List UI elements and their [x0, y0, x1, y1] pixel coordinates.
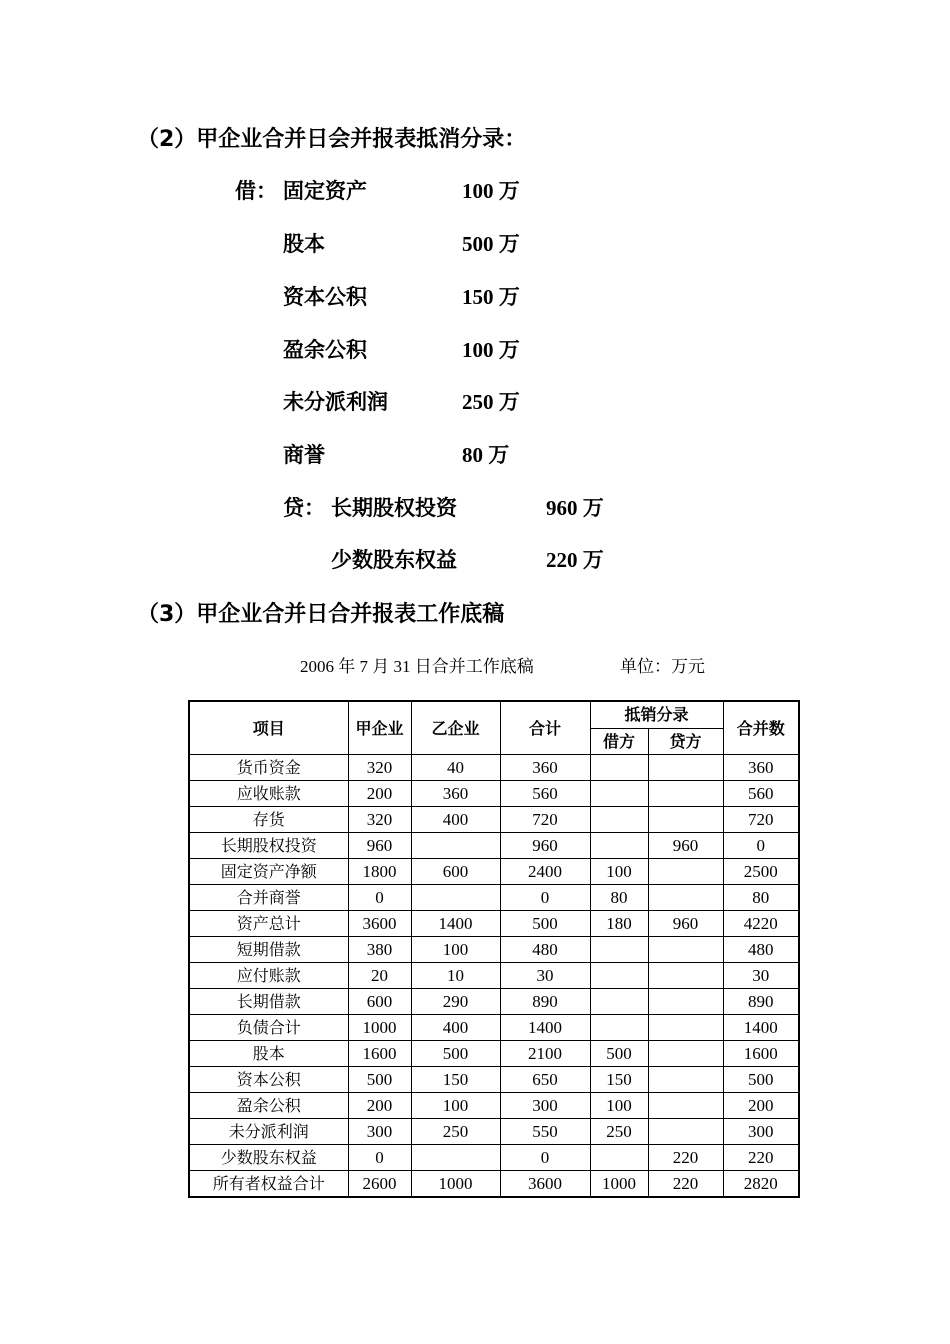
cell-debit	[590, 781, 648, 807]
cell-debit	[590, 963, 648, 989]
cell-company-a: 0	[348, 885, 411, 911]
debit-prefix: 借：	[235, 179, 277, 203]
cell-company-b: 400	[411, 807, 500, 833]
header-debit: 借方	[590, 728, 648, 755]
cell-consolidated: 500	[723, 1067, 799, 1093]
table-row	[189, 1093, 799, 1119]
debit-item: 固定资产	[283, 179, 367, 203]
header-consolidated: 合并数	[723, 701, 799, 755]
cell-total: 720	[500, 807, 590, 833]
cell-company-a: 380	[348, 937, 411, 963]
cell-debit	[590, 1145, 648, 1171]
debit-amount: 100 万	[462, 338, 520, 362]
cell-company-a: 1800	[348, 859, 411, 885]
header-company-a: 甲企业	[348, 701, 411, 755]
cell-credit	[648, 937, 723, 963]
row-item-name: 少数股东权益	[189, 1145, 348, 1171]
table-row	[189, 807, 799, 833]
cell-company-b: 1400	[411, 911, 500, 937]
cell-total: 0	[500, 1145, 590, 1171]
row-item-name: 盈余公积	[189, 1093, 348, 1119]
cell-company-a: 500	[348, 1067, 411, 1093]
cell-consolidated: 4220	[723, 911, 799, 937]
row-item-name: 未分派利润	[189, 1119, 348, 1145]
cell-credit	[648, 755, 723, 781]
cell-credit	[648, 1041, 723, 1067]
cell-credit: 960	[648, 833, 723, 859]
cell-debit: 1000	[590, 1171, 648, 1198]
cell-company-b: 500	[411, 1041, 500, 1067]
cell-company-b: 600	[411, 859, 500, 885]
header-elimination: 抵销分录	[590, 701, 723, 728]
cell-total: 960	[500, 833, 590, 859]
header-credit: 贷方	[648, 728, 723, 755]
debit-amount: 150 万	[462, 285, 520, 309]
cell-company-b: 10	[411, 963, 500, 989]
cell-company-b	[411, 885, 500, 911]
cell-debit: 80	[590, 885, 648, 911]
debit-item: 资本公积	[283, 285, 367, 309]
cell-consolidated: 480	[723, 937, 799, 963]
row-item-name: 短期借款	[189, 937, 348, 963]
table-row	[189, 1145, 799, 1171]
cell-company-a: 320	[348, 807, 411, 833]
cell-company-b: 150	[411, 1067, 500, 1093]
credit-amount: 960 万	[546, 496, 604, 520]
cell-credit	[648, 1015, 723, 1041]
cell-company-b: 290	[411, 989, 500, 1015]
header-company-b: 乙企业	[411, 701, 500, 755]
table-row	[189, 885, 799, 911]
cell-total: 890	[500, 989, 590, 1015]
cell-consolidated: 200	[723, 1093, 799, 1119]
cell-debit	[590, 807, 648, 833]
credit-amount: 220 万	[546, 548, 604, 572]
cell-company-a: 20	[348, 963, 411, 989]
debit-amount: 500 万	[462, 232, 520, 256]
cell-total: 1400	[500, 1015, 590, 1041]
cell-debit: 250	[590, 1119, 648, 1145]
cell-company-a: 3600	[348, 911, 411, 937]
cell-credit	[648, 1119, 723, 1145]
row-item-name: 应收账款	[189, 781, 348, 807]
table-row	[189, 781, 799, 807]
row-item-name: 负债合计	[189, 1015, 348, 1041]
cell-company-a: 320	[348, 755, 411, 781]
table-row	[189, 1119, 799, 1145]
cell-debit	[590, 1015, 648, 1041]
cell-total: 2100	[500, 1041, 590, 1067]
row-item-name: 货币资金	[189, 755, 348, 781]
cell-company-a: 300	[348, 1119, 411, 1145]
row-item-name: 合并商誉	[189, 885, 348, 911]
cell-credit	[648, 781, 723, 807]
row-item-name: 存货	[189, 807, 348, 833]
cell-company-a: 0	[348, 1145, 411, 1171]
table-row	[189, 1067, 799, 1093]
cell-company-a: 600	[348, 989, 411, 1015]
debit-amount: 80 万	[462, 443, 510, 467]
row-item-name: 股本	[189, 1041, 348, 1067]
row-item-name: 所有者权益合计	[189, 1171, 348, 1198]
table-row	[189, 937, 799, 963]
cell-total: 480	[500, 937, 590, 963]
cell-credit: 960	[648, 911, 723, 937]
cell-credit: 220	[648, 1145, 723, 1171]
cell-debit: 100	[590, 859, 648, 885]
cell-total: 360	[500, 755, 590, 781]
table-row	[189, 1015, 799, 1041]
cell-consolidated: 560	[723, 781, 799, 807]
cell-company-a: 1600	[348, 1041, 411, 1067]
cell-company-b	[411, 833, 500, 859]
cell-debit	[590, 833, 648, 859]
cell-credit	[648, 1067, 723, 1093]
cell-company-b	[411, 1145, 500, 1171]
cell-total: 2400	[500, 859, 590, 885]
cell-consolidated: 2500	[723, 859, 799, 885]
row-item-name: 资本公积	[189, 1067, 348, 1093]
credit-item: 长期股权投资	[331, 496, 457, 520]
table-row	[189, 755, 799, 781]
cell-company-b: 100	[411, 1093, 500, 1119]
row-item-name: 固定资产净额	[189, 859, 348, 885]
cell-company-b: 400	[411, 1015, 500, 1041]
cell-company-b: 40	[411, 755, 500, 781]
cell-total: 0	[500, 885, 590, 911]
cell-consolidated: 220	[723, 1145, 799, 1171]
cell-credit	[648, 885, 723, 911]
table-row	[189, 1041, 799, 1067]
cell-company-b: 100	[411, 937, 500, 963]
debit-item: 盈余公积	[283, 338, 367, 362]
worksheet-caption: 2006 年 7 月 31 日合并工作底稿	[300, 657, 534, 676]
row-item-name: 应付账款	[189, 963, 348, 989]
debit-item: 股本	[283, 232, 325, 256]
row-item-name: 长期借款	[189, 989, 348, 1015]
table-row	[189, 963, 799, 989]
cell-consolidated: 0	[723, 833, 799, 859]
debit-amount: 100 万	[462, 179, 520, 203]
credit-item: 少数股东权益	[331, 548, 457, 572]
cell-company-a: 2600	[348, 1171, 411, 1198]
cell-debit	[590, 755, 648, 781]
cell-company-b: 360	[411, 781, 500, 807]
table-row	[189, 859, 799, 885]
section3-heading: （3）甲企业合并日合并报表工作底稿	[137, 602, 505, 627]
cell-company-a: 200	[348, 1093, 411, 1119]
cell-total: 30	[500, 963, 590, 989]
header-total: 合计	[500, 701, 590, 755]
cell-consolidated: 30	[723, 963, 799, 989]
cell-total: 650	[500, 1067, 590, 1093]
cell-credit	[648, 989, 723, 1015]
debit-amount: 250 万	[462, 390, 520, 414]
section2-heading: （2）甲企业合并日会并报表抵消分录：	[137, 127, 527, 152]
cell-debit	[590, 989, 648, 1015]
cell-consolidated: 720	[723, 807, 799, 833]
cell-total: 550	[500, 1119, 590, 1145]
cell-consolidated: 300	[723, 1119, 799, 1145]
row-item-name: 资产总计	[189, 911, 348, 937]
cell-total: 300	[500, 1093, 590, 1119]
cell-consolidated: 360	[723, 755, 799, 781]
cell-credit: 220	[648, 1171, 723, 1198]
cell-consolidated: 80	[723, 885, 799, 911]
cell-debit: 180	[590, 911, 648, 937]
cell-credit	[648, 1093, 723, 1119]
cell-total: 560	[500, 781, 590, 807]
cell-debit: 100	[590, 1093, 648, 1119]
table-row	[189, 1171, 799, 1198]
cell-consolidated: 1400	[723, 1015, 799, 1041]
cell-total: 500	[500, 911, 590, 937]
credit-prefix: 贷：	[283, 496, 325, 520]
cell-company-b: 1000	[411, 1171, 500, 1198]
row-item-name: 长期股权投资	[189, 833, 348, 859]
header-item: 项目	[189, 701, 348, 755]
cell-company-a: 960	[348, 833, 411, 859]
cell-company-a: 1000	[348, 1015, 411, 1041]
debit-item: 商誉	[283, 443, 325, 467]
debit-item: 未分派利润	[283, 390, 388, 414]
cell-company-a: 200	[348, 781, 411, 807]
consolidation-worksheet-table	[188, 700, 800, 1198]
cell-consolidated: 1600	[723, 1041, 799, 1067]
cell-credit	[648, 963, 723, 989]
worksheet-unit: 单位：万元	[620, 657, 705, 676]
table-row	[189, 833, 799, 859]
cell-credit	[648, 859, 723, 885]
table-row	[189, 989, 799, 1015]
cell-total: 3600	[500, 1171, 590, 1198]
cell-debit	[590, 937, 648, 963]
cell-consolidated: 890	[723, 989, 799, 1015]
cell-company-b: 250	[411, 1119, 500, 1145]
cell-consolidated: 2820	[723, 1171, 799, 1198]
cell-debit: 150	[590, 1067, 648, 1093]
table-row	[189, 911, 799, 937]
cell-credit	[648, 807, 723, 833]
cell-debit: 500	[590, 1041, 648, 1067]
